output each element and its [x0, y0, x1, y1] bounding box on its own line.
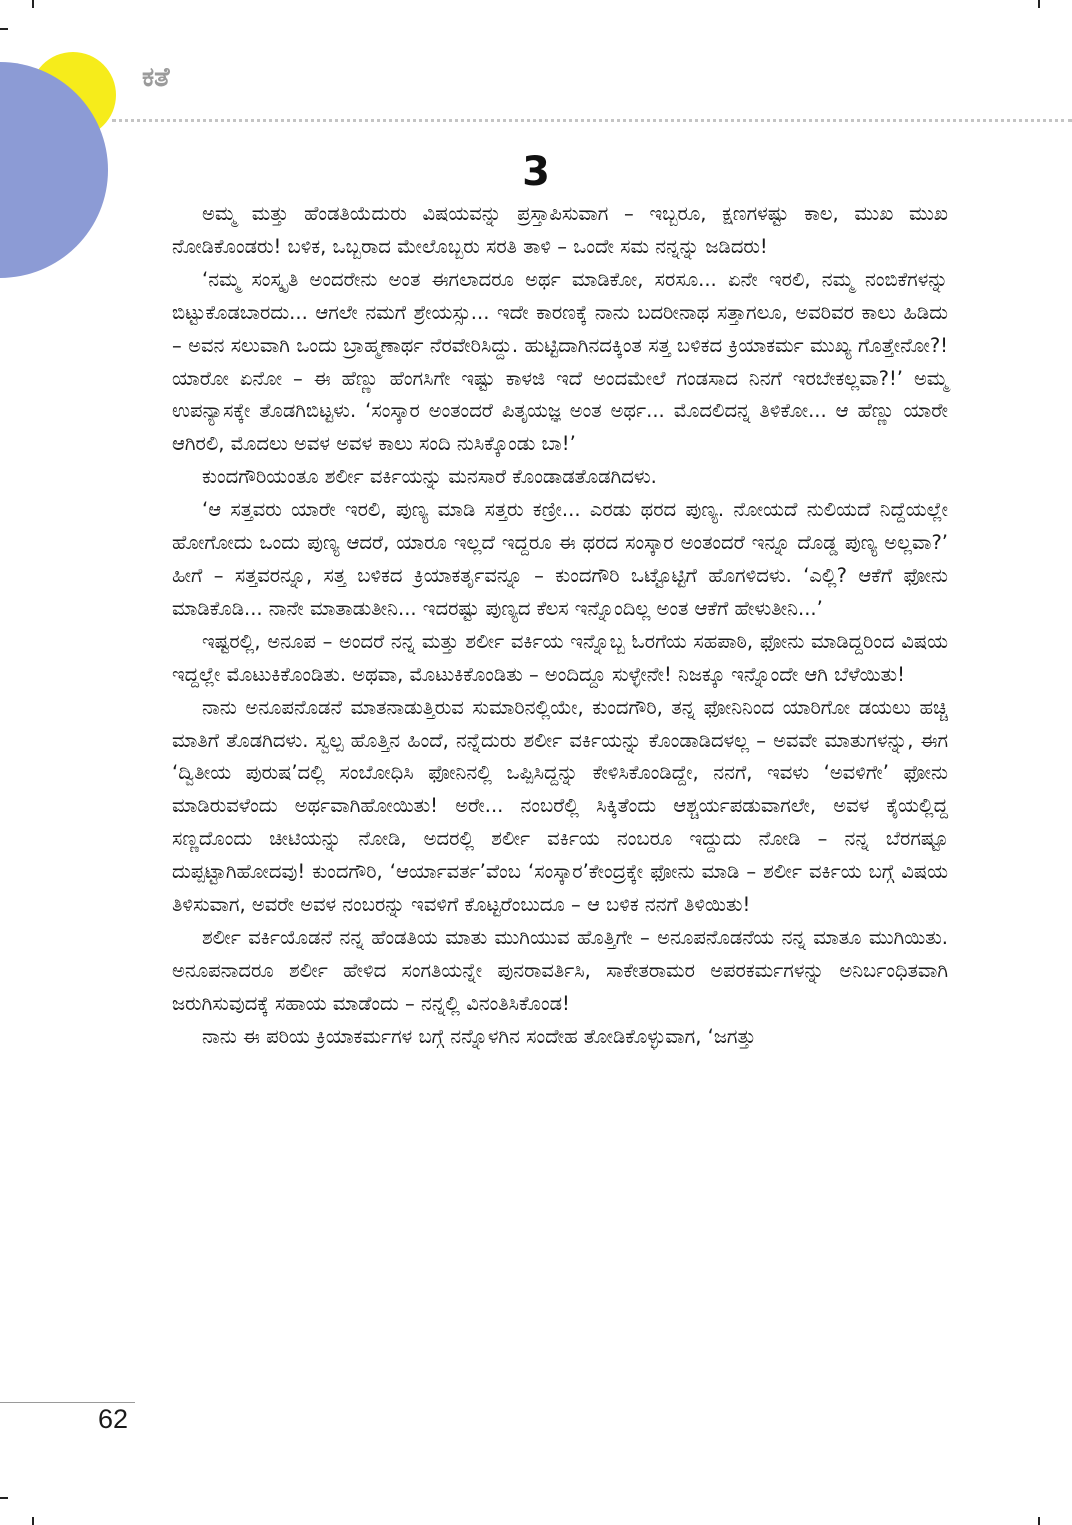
paragraph: ನಾನು ಈ ಪರಿಯ ಕ್ರಿಯಾಕರ್ಮಗಳ ಬಗ್ಗೆ ನನ್ನೊಳಗಿನ ಸಂದೇಹ ತೋಡಿಕೊಳ್ಳುವಾಗ, ‘ಜಗತ್ತು — [202, 1024, 756, 1048]
crop-mark-left-upper — [0, 28, 8, 30]
crop-mark-top-right — [1038, 0, 1040, 8]
crop-mark-bottom-left — [32, 1517, 34, 1525]
chapter-number: 3 — [522, 149, 550, 195]
paragraph: ಇಷ್ಟರಲ್ಲಿ, ಅನೂಪ – ಅಂದರೆ ನನ್ನ ಮತ್ತು ಶರ್ಲೀ ವರ್ಕಿಯ ಇನ್ನೊಬ್ಬ ಓರಗೆಯ ಸಹಪಾಠಿ, ಫೋನು ಮಾಡಿದ್ದರಿಂದ ವಿಷಯ ಇದ್ದಲ್ಲೇ ಮೊಟುಕಿಕೊಂಡಿತು. ಅಥವಾ, ಮೊಟುಕಿಕೊಂಡಿತು – ಅಂದಿದ್ದೂ ಸುಳ್ಳೇನೇ! ನಿಜಕ್ಕೂ ಇನ್ನೊಂದೇ ಆಗಿ ಬೆಳೆಯಿತು! — [172, 629, 948, 686]
paragraph: ಶರ್ಲೀ ವರ್ಕಿಯೊಡನೆ ನನ್ನ ಹೆಂಡತಿಯ ಮಾತು ಮುಗಿಯುವ ಹೊತ್ತಿಗೇ – ಅನೂಪನೊಡನೆಯ ನನ್ನ ಮಾತೂ ಮುಗಿಯಿತು. ಅನೂಪನಾದರೂ ಶರ್ಲೀ ಹೇಳಿದ ಸಂಗತಿಯನ್ನೇ ಪುನರಾವರ್ತಿಸಿ, ಸಾಕೇತರಾಮರ ಅಪರಕರ್ಮಗಳನ್ನು ಅನಿರ್ಬಂಧಿತವಾಗಿ ಜರುಗಿಸುವುದಕ್ಕೆ ಸಹಾಯ ಮಾಡೆಂದು – ನನ್ನಲ್ಲಿ ವಿನಂತಿಸಿಕೊಂಡ! — [172, 925, 948, 1015]
paragraph: ‘ಆ ಸತ್ತವರು ಯಾರೇ ಇರಲಿ, ಪುಣ್ಯ ಮಾಡಿ ಸತ್ತರು ಕಣ್ರೀ... ಎರಡು ಥರದ ಪುಣ್ಯ. ನೋಯದೆ ನುಲಿಯದೆ ನಿದ್ದೆಯಲ್ಲೇ ಹೋಗೋದು ಒಂದು ಪುಣ್ಯ ಆದರೆ, ಯಾರೂ ಇಲ್ಲದೆ ಇದ್ದರೂ ಈ ಥರದ ಸಂಸ್ಕಾರ ಅಂತಂದರೆ ಇನ್ನೂ ದೊಡ್ಡ ಪುಣ್ಯ ಅಲ್ಲವಾ?’ ಹೀಗೆ – ಸತ್ತವರನ್ನೂ, ಸತ್ತ ಬಳಿಕದ ಕ್ರಿಯಾಕರ್ತೃವನ್ನೂ – ಕುಂದಗೌರಿ ಒಟ್ಟೊಟ್ಟಿಗೆ ಹೊಗಳಿದಳು. ‘ಎಲ್ಲಿ? ಆಕೆಗೆ ಫೋನು ಮಾಡಿಕೊಡಿ... ನಾನೇ ಮಾತಾಡುತೀನಿ... ಇದರಷ್ಟು ಪುಣ್ಯದ ಕೆಲಸ ಇನ್ನೊಂದಿಲ್ಲ ಅಂತ ಆಕೆಗೆ ಹೇಳುತೀನಿ...’ — [172, 498, 948, 620]
crop-mark-top-left — [32, 0, 34, 8]
page-number: 62 — [98, 1404, 129, 1434]
header-dotted-rule — [112, 119, 1072, 122]
crop-mark-left-lower — [0, 1497, 8, 1499]
paragraph: ಕುಂದಗೌರಿಯಂತೂ ಶರ್ಲೀ ವರ್ಕಿಯನ್ನು ಮನಸಾರೆ ಕೊಂಡಾಡತೊಡಗಿದಳು. — [202, 465, 657, 489]
story-body — [172, 198, 948, 1054]
paragraph: ನಾನು ಅನೂಪನೊಡನೆ ಮಾತನಾಡುತ್ತಿರುವ ಸುಮಾರಿನಲ್ಲಿಯೇ, ಕುಂದಗೌರಿ, ತನ್ನ ಫೋನಿನಿಂದ ಯಾರಿಗೋ ಡಯಲು ಹಚ್ಚಿ ಮಾತಿಗೆ ತೊಡಗಿದಳು. ಸ್ವಲ್ಪ ಹೊತ್ತಿನ ಹಿಂದೆ, ನನ್ನೆದುರು ಶರ್ಲೀ ವರ್ಕಿಯನ್ನು ಕೊಂಡಾಡಿದಳಲ್ಲ – ಅವವೇ ಮಾತುಗಳನ್ನು, ಈಗ ‘ದ್ವಿತೀಯ ಪುರುಷ’ದಲ್ಲಿ ಸಂಬೋಧಿಸಿ ಫೋನಿನಲ್ಲಿ ಒಪ್ಪಿಸಿದ್ದನ್ನು ಕೇಳಿಸಿಕೊಂಡಿದ್ದೇ, ನನಗೆ, ಇವಳು ‘ಅವಳಿಗೇ’ ಫೋನು ಮಾಡಿರುವಳೆಂದು ಅರ್ಥವಾಗಿಹೋಯಿತು! ಅರೇ... ನಂಬರೆಲ್ಲಿ ಸಿಕ್ಕಿತೆಂದು ಆಶ್ಚರ್ಯಪಡುವಾಗಲೇ, ಅವಳ ಕೈಯಲ್ಲಿದ್ದ ಸಣ್ಣದೊಂದು ಚೀಟಿಯನ್ನು ನೋಡಿ, ಅದರಲ್ಲಿ ಶರ್ಲೀ ವರ್ಕಿಯ ನಂಬರೂ ಇದ್ದುದು ನೋಡಿ – ನನ್ನ ಬೆರಗಷ್ಟೂ ದುಪ್ಪಟ್ಟಾಗಿಹೋದವು! ಕುಂದಗೌರಿ, ‘ಆರ್ಯಾವರ್ತ’ವೆಂಬ ‘ಸಂಸ್ಕಾರ’ಕೇಂದ್ರಕ್ಕೇ ಫೋನು ಮಾಡಿ – ಶರ್ಲೀ ವರ್ಕಿಯ ಬಗ್ಗೆ ವಿಷಯ ತಿಳಿಸುವಾಗ, ಅವರೇ ಅವಳ ನಂಬರನ್ನು ಇವಳಿಗೆ ಕೊಟ್ಟರೆಂಬುದೂ – ಆ ಬಳಿಕ ನನಗೆ ತಿಳಿಯಿತು! — [172, 695, 948, 917]
footer-rule — [0, 1402, 135, 1403]
crop-mark-bottom-right — [1038, 1517, 1040, 1525]
paragraph: ಅಮ್ಮ ಮತ್ತು ಹೆಂಡತಿಯೆದುರು ವಿಷಯವನ್ನು ಪ್ರಸ್ತಾಪಿಸುವಾಗ – ಇಬ್ಬರೂ, ಕ್ಷಣಗಳಷ್ಟು ಕಾಲ, ಮುಖ ಮುಖ ನೋಡಿಕೊಂಡರು! ಬಳಿಕ, ಒಬ್ಬರಾದ ಮೇಲೊಬ್ಬರು ಸರತಿ ತಾಳಿ – ಒಂದೇ ಸಮ ನನ್ನನ್ನು ಜಡಿದರು! — [172, 202, 948, 258]
section-label: ಕತೆ — [142, 62, 170, 93]
paragraph: ‘ನಮ್ಮ ಸಂಸ್ಕೃತಿ ಅಂದರೇನು ಅಂತ ಈಗಲಾದರೂ ಅರ್ಥ ಮಾಡಿಕೋ, ಸರಸೂ... ಏನೇ ಇರಲಿ, ನಮ್ಮ ನಂಬಿಕೆಗಳನ್ನು ಬಿಟ್ಟುಕೊಡಬಾರದು... ಆಗಲೇ ನಮಗೆ ಶ್ರೇಯಸ್ಸು... ಇದೇ ಕಾರಣಕ್ಕೆ ನಾನು ಬದರೀನಾಥ ಸತ್ತಾಗಲೂ, ಅವರಿವರ ಕಾಲು ಹಿಡಿದು – ಅವನ ಸಲುವಾಗಿ ಒಂದು ಬ್ರಾಹ್ಮಣಾರ್ಥ ನೆರವೇರಿಸಿದ್ದು. ಹುಟ್ಟಿದಾಗಿನದಕ್ಕಿಂತ ಸತ್ತ ಬಳಿಕದ ಕ್ರಿಯಾಕರ್ಮ ಮುಖ್ಯ ಗೊತ್ತೇನೋ?! ಯಾರೋ ಏನೋ – ಈ ಹೆಣ್ಣು ಹೆಂಗಸಿಗೇ ಇಷ್ಟು ಕಾಳಜಿ ಇದೆ ಅಂದಮೇಲೆ ಗಂಡಸಾದ ನಿನಗೆ ಇರಬೇಕಲ್ಲವಾ?!’ ಅಮ್ಮ ಉಪನ್ಯಾಸಕ್ಕೇ ತೊಡಗಿಬಿಟ್ಟಳು. ‘ಸಂಸ್ಕಾರ ಅಂತಂದರೆ ಪಿತೃಯಜ್ಞ ಅಂತ ಅರ್ಥ... ಮೊದಲಿದನ್ನ ತಿಳಿಕೋ... ಆ ಹೆಣ್ಣು ಯಾರೇ ಆಗಿರಲಿ, ಮೊದಲು ಅವಳ ಅವಳ ಕಾಲು ಸಂದಿ ನುಸಿಕ್ಕೊಂಡು ಬಾ!’ — [172, 267, 948, 456]
